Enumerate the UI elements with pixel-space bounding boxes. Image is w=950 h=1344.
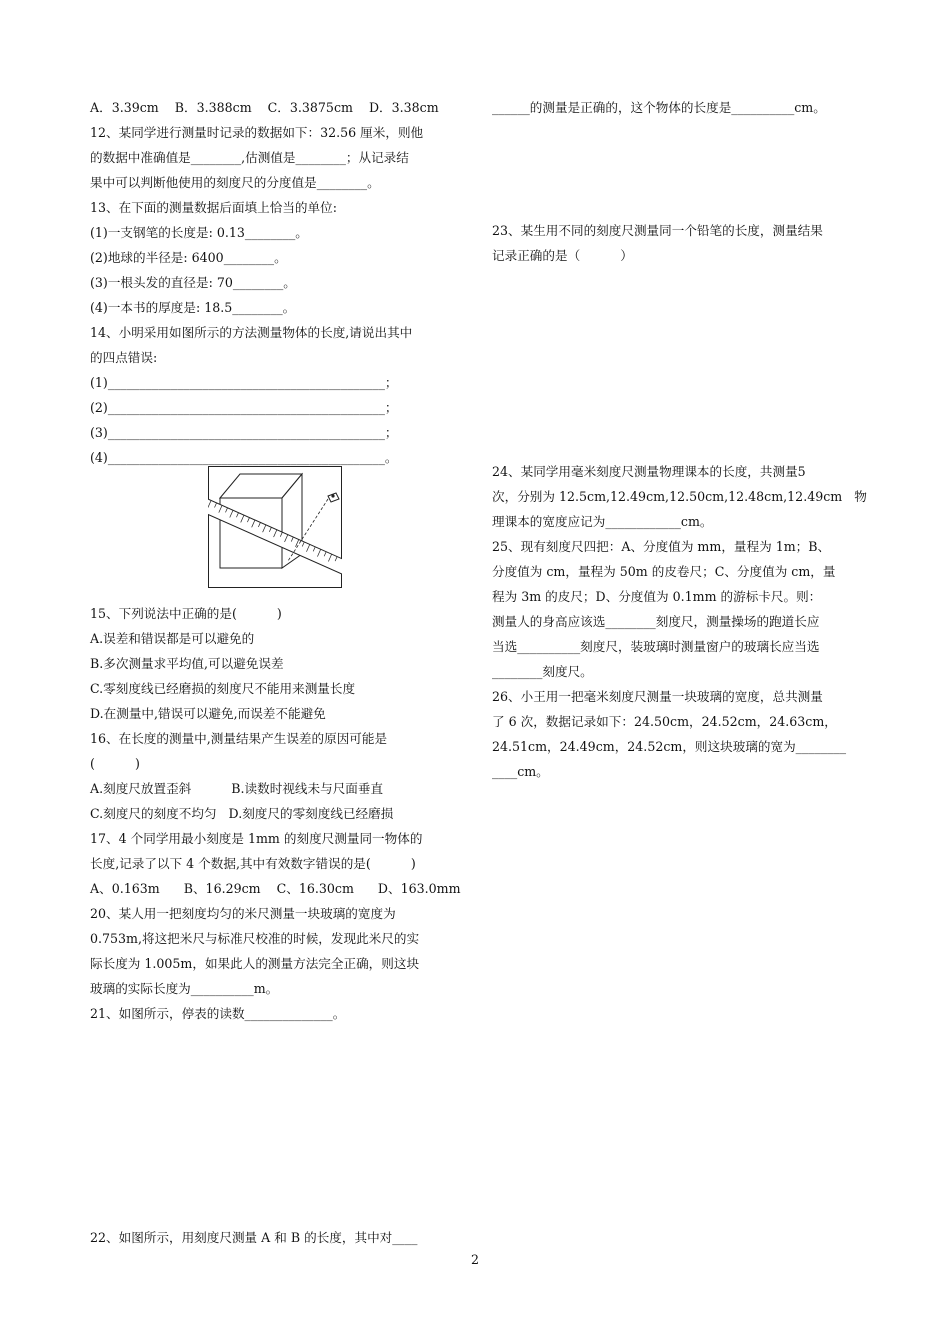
q25-line-1: 25、现有刻度尺四把：A、分度值为 mm，量程为 1m；B、 [492,539,831,554]
left-column [90,95,462,1250]
q13-item-2: (2)地球的半径是: 6400________。 [90,250,287,265]
page-number: 2 [470,1252,479,1267]
q15-option-d: D.在测量中,错误可以避免,而误差不能避免 [90,706,326,721]
q20-line-1: 20、某人用一把刻度均匀的米尺测量一块玻璃的宽度为 [90,906,396,921]
q16-line-2: ( ) [90,756,140,771]
q14-blank-3: (3)____________________________________________； [90,425,398,440]
q14-line-1: 14、小明采用如图所示的方法测量物体的长度,请说出其中 [90,325,413,340]
q16-options-ab: A.刻度尺放置歪斜 B.读数时视线未与尺面垂直 [90,781,384,796]
q20-line-3: 际长度为 1.005m，如果此人的测量方法完全正确，则这块 [90,956,420,971]
q21-figure-space [90,1026,462,1225]
q20-line-2: 0.753m,将这把米尺与标准尺校准的时候，发现此米尺的实 [90,931,420,946]
q25-line-2: 分度值为 cm，量程为 50m 的皮卷尺；C、分度值为 cm，量 [492,564,836,579]
q25-line-3: 程为 3m 的皮尺；D、分度值为 0.1mm 的游标卡尺。则： [492,589,822,604]
right-column [492,95,867,784]
q15-option-a: A.误差和错误都是可以避免的 [90,631,255,646]
q15-option-b: B.多次测量求平均值,可以避免误差 [90,656,284,671]
q15-line-1: 15、下列说法中正确的是( ) [90,606,282,621]
q23-line-1: 23、某生用不同的刻度尺测量同一个铅笔的长度，测量结果 [492,223,823,238]
q12-line-1: 12、某同学进行测量时记录的数据如下：32.56 厘米，则他 [90,125,424,140]
q17-options: A、0.163m B、16.29cm C、16.30cm D、163.0mm [90,881,461,896]
q11-options: A．3.39cm B．3.388cm C．3.3875cm D．3.38cm [90,100,439,115]
q25-line-4: 测量人的身高应该选________刻度尺，测量操场的跑道长应 [492,614,820,629]
q13-line-1: 13、在下面的测量数据后面填上恰当的单位: [90,200,337,215]
q13-item-1: (1)一支钢笔的长度是: 0.13________。 [90,225,308,240]
q12-line-2: 的数据中准确值是________,估测值是________；从记录结 [90,150,409,165]
q16-line-1: 16、在长度的测量中,测量结果产生误差的原因可能是 [90,731,388,746]
q26-line-1: 26、小王用一把毫米刻度尺测量一块玻璃的宽度，总共测量 [492,689,823,704]
q23-figure-space [492,268,862,459]
ruler-measurement-figure [208,466,342,588]
q22-figure-space [492,120,862,218]
q26-line-3: 24.51cm，24.49cm，24.52cm，则这块玻璃的宽为________ [492,739,847,754]
q14-blank-4: (4)____________________________________________。 [90,450,398,465]
q14-blank-2: (2)____________________________________________； [90,400,398,415]
q26-line-2: 了 6 次，数据记录如下：24.50cm，24.52cm，24.63cm， [492,714,837,729]
q22-line-1: 22、如图所示，用刻度尺测量 A 和 B 的长度，其中对____ [90,1230,418,1245]
q24-line-1: 24、某同学用毫米刻度尺测量物理课本的长度，共测量5 [492,464,806,479]
q14-line-2: 的四点错误: [90,350,158,365]
q20-line-4: 玻璃的实际长度为__________m。 [90,981,279,996]
q24-line-2: 次，分别为 12.5cm,12.49cm,12.50cm,12.48cm,12.49cm 物 [492,489,867,504]
q17-line-2: 长度,记录了以下 4 个数据,其中有效数字错误的是( ) [90,856,416,871]
q25-line-5: 当选__________刻度尺，装玻璃时测量窗户的玻璃长应当选 [492,639,820,654]
q22-continuation: ______的测量是正确的，这个物体的长度是__________cm。 [492,100,826,115]
q23-line-2: 记录正确的是（ ） [492,248,633,263]
q17-line-1: 17、4 个同学用最小刻度是 1mm 的刻度尺测量同一物体的 [90,831,423,846]
page-footer [0,1250,950,1270]
q16-options-cd: C.刻度尺的刻度不均匀 D.刻度尺的零刻度线已经磨损 [90,806,394,821]
q24-line-3: 理课本的宽度应记为____________cm。 [492,514,713,529]
q25-line-6: ________刻度尺。 [492,664,593,679]
q21-line-1: 21、如图所示，停表的读数______________。 [90,1006,346,1021]
q26-line-4: ____cm。 [492,764,549,779]
q12-line-3: 果中可以判断他使用的刻度尺的分度值是________。 [90,175,380,190]
q15-option-c: C.零刻度线已经磨损的刻度尺不能用来测量长度 [90,681,356,696]
q13-item-3: (3)一根头发的直径是: 70________。 [90,275,296,290]
q13-item-4: (4)一本书的厚度是: 18.5________。 [90,300,296,315]
q14-blank-1: (1)____________________________________________； [90,375,398,390]
